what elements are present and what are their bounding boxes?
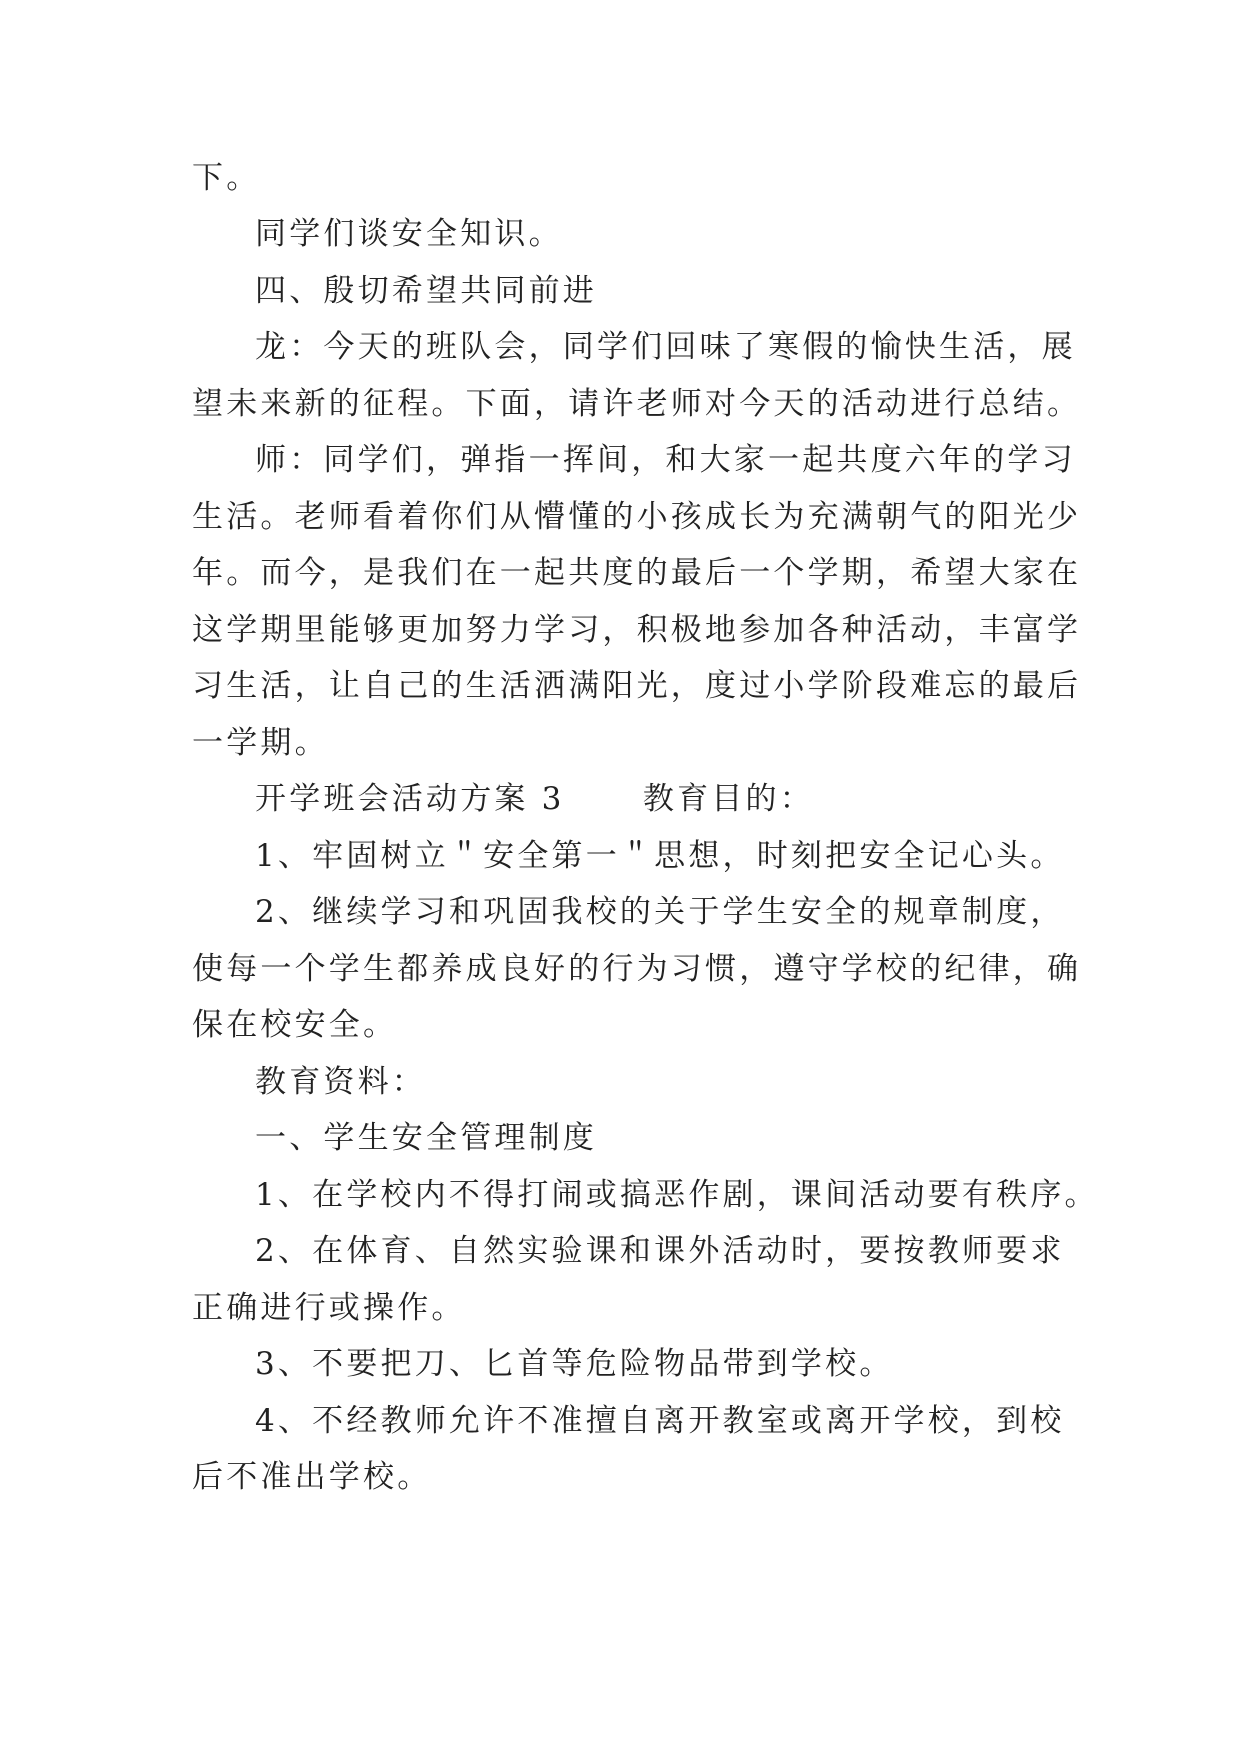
text-line: 下。 xyxy=(192,160,261,196)
list-item: 1、在学校内不得打闹或搞恶作剧，课间活动要有秩序。 xyxy=(255,1177,1099,1213)
section-heading: 教育资料： xyxy=(255,1064,426,1100)
text-line: 年。而今，是我们在一起共度的最后一个学期，希望大家在 xyxy=(192,555,1082,591)
list-item: 1、牢固树立＂安全第一＂思想，时刻把安全记心头。 xyxy=(255,838,1065,874)
text-line: 保在校安全。 xyxy=(192,1007,398,1043)
text-line: 同学们谈安全知识。 xyxy=(255,216,563,252)
text-line: 后不准出学校。 xyxy=(192,1459,432,1495)
text-line: 师：同学们，弹指一挥间，和大家一起共度六年的学习 xyxy=(255,442,1076,478)
text-line: 龙：今天的班队会，同学们回味了寒假的愉快生活，展 xyxy=(255,329,1076,365)
list-item: 4、不经教师允许不准擅自离开教室或离开学校，到校 xyxy=(255,1403,1065,1439)
section-heading: 一、学生安全管理制度 xyxy=(255,1120,597,1156)
text-line: 一学期。 xyxy=(192,725,329,761)
text-line: 使每一个学生都养成良好的行为习惯，遵守学校的纪律，确 xyxy=(192,951,1082,987)
text-line: 这学期里能够更加努力学习，积极地参加各种活动，丰富学 xyxy=(192,612,1082,648)
section-heading: 四、殷切希望共同前进 xyxy=(255,273,597,309)
section-heading: 开学班会活动方案 3 教育目的： xyxy=(255,781,814,817)
text-line: 习生活，让自己的生活洒满阳光，度过小学阶段难忘的最后 xyxy=(192,668,1082,704)
list-item: 2、继续学习和巩固我校的关于学生安全的规章制度， xyxy=(255,894,1065,930)
text-line: 生活。老师看着你们从懵懂的小孩成长为充满朝气的阳光少 xyxy=(192,499,1082,535)
list-item: 2、在体育、自然实验课和课外活动时，要按教师要求 xyxy=(255,1233,1065,1269)
list-item: 3、不要把刀、匕首等危险物品带到学校。 xyxy=(255,1346,894,1382)
text-line: 望未来新的征程。下面，请许老师对今天的活动进行总结。 xyxy=(192,386,1082,422)
text-line: 正确进行或操作。 xyxy=(192,1290,466,1326)
